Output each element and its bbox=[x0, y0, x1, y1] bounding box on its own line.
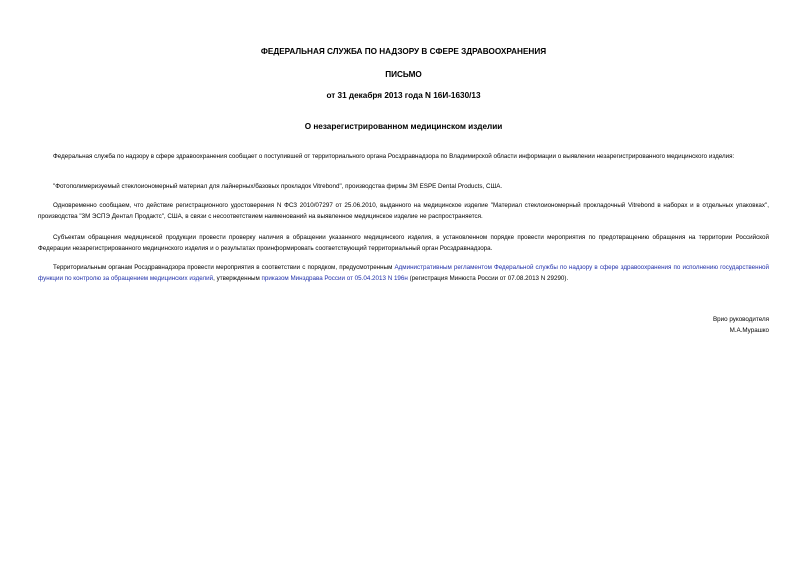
document-date-number: от 31 декабря 2013 года N 16И-1630/13 bbox=[326, 91, 481, 100]
signature-position: Врио руководителя bbox=[713, 316, 769, 323]
paragraph-2-text: "Фотополимеризуемый стеклоиономерный материал для лайнерных/базовых прокладок Vitrebond", производства фирмы 3M ESPE Dental Products, США. bbox=[53, 183, 503, 190]
agency-title: ФЕДЕРАЛЬНАЯ СЛУЖБА ПО НАДЗОРУ В СФЕРЕ ЗДРАВООХРАНЕНИЯ bbox=[260, 47, 547, 56]
paragraph-3-text: Одновременно сообщаем, что действие регистрационного удостоверения N ФСЗ 2010/07297 от 25.06.2010, выданного на медицинское изделие "Материал стеклоиономерный прокладочный Vitrebond в наборах и в отдельных упаковках", производства "3М ЭСПЭ Дентал Продактс", США, в связи с несоответствием наименований на выявленное медицинское изделие не распространяется. bbox=[38, 202, 769, 220]
paragraph-3 bbox=[38, 201, 769, 222]
paragraph-5-start: Территориальным органам Росздравнадзора провести мероприятия в соответствии с порядком, предусмотренным bbox=[53, 264, 395, 271]
paragraph-1 bbox=[38, 152, 769, 163]
document-subject: О незарегистрированном медицинском изделии bbox=[304, 122, 503, 131]
paragraph-4-text: Субъектам обращения медицинской продукции провести проверку наличия в обращении указанного медицинского изделия, в установленном порядке провести мероприятия по предотвращению обращения на территории Российской Федерации незарегистрированного медицинского изделия и о результатах проинформировать соответствующий территориальный орган Росздравнадзора. bbox=[38, 234, 769, 252]
paragraph-1-text: Федеральная служба по надзору в сфере здравоохранения сообщает о поступившей от территориального органа Росздравнадзора по Владимирской области информации о выявлении незарегистрированного медицинского изделия: bbox=[53, 153, 735, 160]
regulation-link[interactable]: Административным регламентом Федеральной службы по надзору в сфере здравоохранения по исполнению государственной функции по контролю за обращением медицинских изделий bbox=[38, 264, 769, 282]
signature-name: М.А.Мурашко bbox=[729, 327, 769, 334]
paragraph-5-end: (регистрация Минюста России от 07.08.2013 N 29290). bbox=[407, 274, 569, 282]
paragraph-5 bbox=[38, 263, 769, 284]
order-link[interactable]: приказом Минздрава России от 05.04.2013 N 196н bbox=[261, 274, 408, 282]
paragraph-2 bbox=[38, 182, 769, 193]
paragraph-4 bbox=[38, 233, 769, 254]
paragraph-5-text bbox=[38, 263, 769, 284]
paragraph-5-mid: , утвержденным bbox=[213, 274, 262, 282]
document-type: ПИСЬМО bbox=[385, 70, 422, 79]
